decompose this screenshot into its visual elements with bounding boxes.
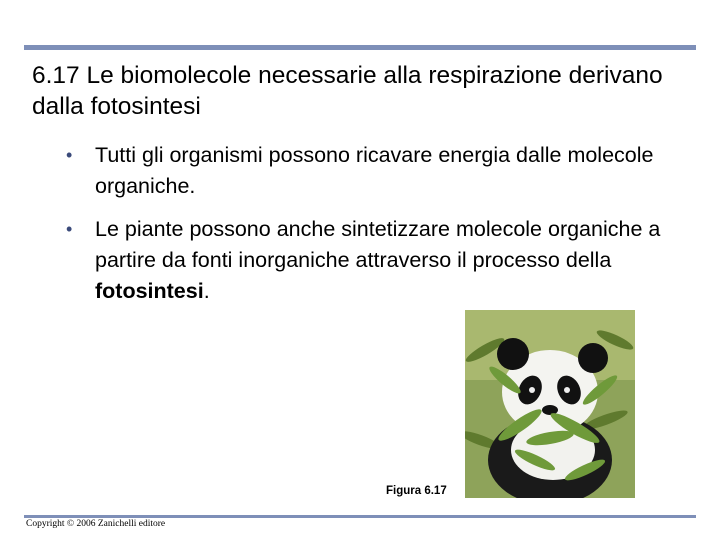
bullet-text-end: . (203, 279, 210, 303)
top-divider (24, 45, 696, 50)
bullet-icon: • (66, 145, 73, 165)
bullet-item (66, 140, 706, 202)
bullet-list (66, 140, 706, 319)
slide-title: 6.17 Le biomolecole necessarie alla respirazione derivano dalla fotosintesi (32, 62, 663, 120)
bullet-text: Le piante possono anche sintetizzare molecole organiche a partire da fonti inorganiche attraverso il processo della (95, 217, 661, 272)
bullet-icon: • (66, 219, 73, 239)
figure-caption: Figura 6.17 (386, 485, 447, 497)
bullet-text: Tutti gli organismi possono ricavare energia dalle molecole organiche. (95, 143, 654, 198)
bullet-item (66, 214, 706, 307)
panda-photo (465, 310, 635, 498)
copyright-notice: Copyright © 2006 Zanichelli editore (26, 519, 166, 529)
bottom-divider (24, 515, 696, 518)
bold-term: fotosintesi (95, 279, 204, 303)
